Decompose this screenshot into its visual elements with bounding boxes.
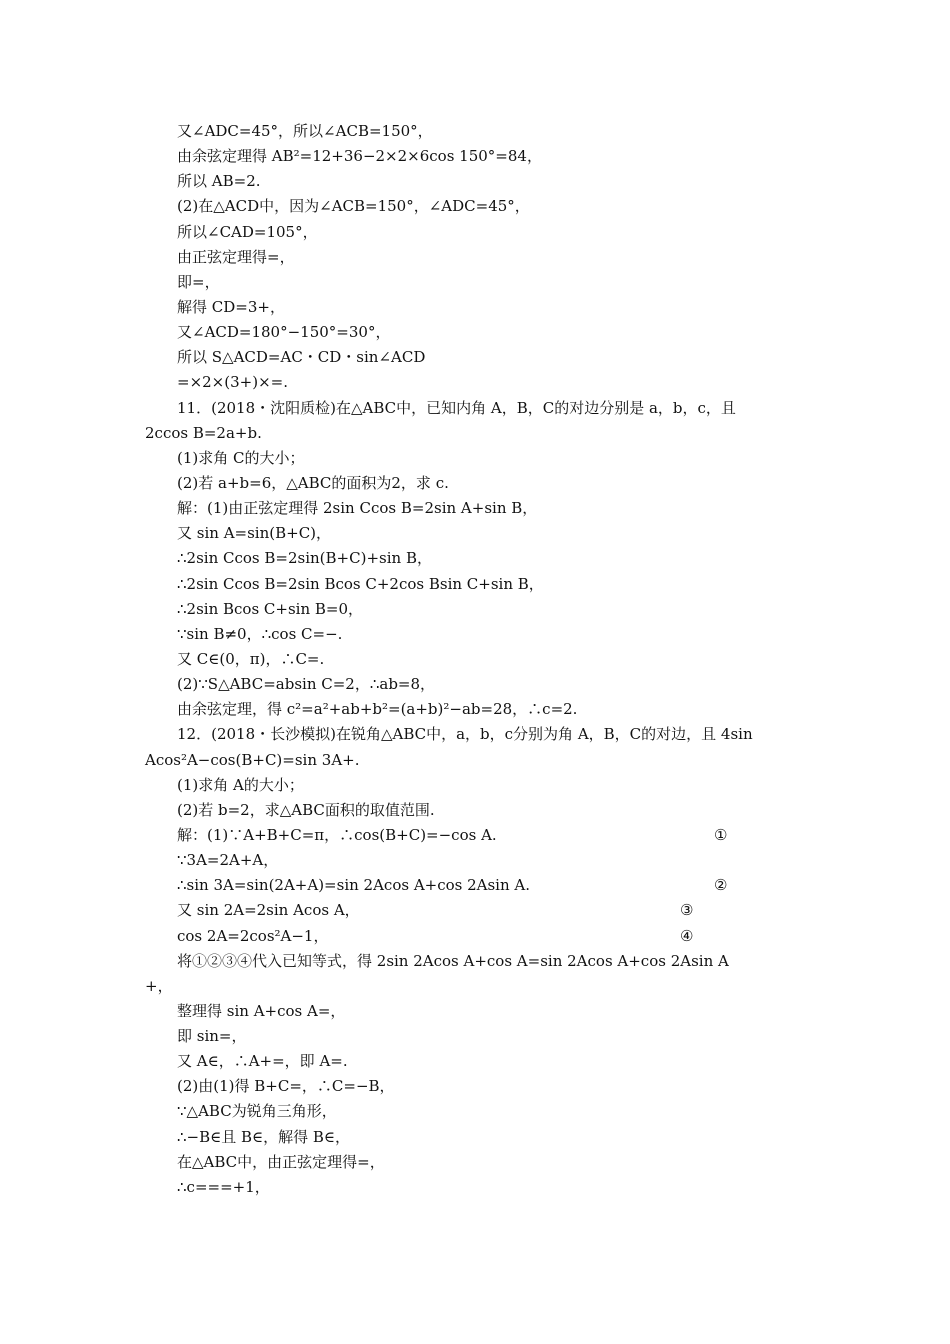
line-text: 所以 S△ACD=AC・CD・sin∠ACD bbox=[177, 348, 426, 367]
line-text: 11．(2018・沈阳质检)在△ABC中，已知内角 A，B，C的对边分别是 a，b，c，且 bbox=[177, 398, 736, 417]
line-text: +， bbox=[145, 976, 173, 995]
line-text: (2)在△ACD中，因为∠ACB=150°，∠ADC=45°， bbox=[177, 197, 530, 216]
text-line bbox=[145, 144, 810, 169]
line-text: 由余弦定理得 AB²=12+36−2×2×6cos 150°=84， bbox=[177, 147, 542, 166]
line-text: 又∠ACD=180°−150°=30°， bbox=[177, 323, 391, 342]
text-line bbox=[145, 496, 810, 521]
text-line bbox=[145, 446, 810, 471]
line-text: ∴sin 3A=sin(2A+A)=sin 2Acos A+cos 2Asin A. bbox=[177, 876, 531, 895]
line-text: ∴c===+1， bbox=[177, 1177, 270, 1196]
text-line bbox=[145, 798, 810, 823]
text-line bbox=[145, 1049, 810, 1074]
line-text: 解得 CD=3+， bbox=[177, 297, 285, 316]
line-text: 在△ABC中，由正弦定理得=， bbox=[177, 1152, 385, 1171]
text-line bbox=[145, 873, 810, 898]
text-line bbox=[145, 471, 810, 496]
line-text: 解：(1)由正弦定理得 2sin Ccos B=2sin A+sin B， bbox=[177, 499, 538, 518]
line-text: 又 sin 2A=2sin Acos A， bbox=[177, 901, 360, 920]
text-line bbox=[145, 773, 810, 798]
line-text: 又 A∈，∴A+=，即 A=. bbox=[177, 1052, 348, 1071]
line-text: ∵△ABC为锐角三角形， bbox=[177, 1102, 337, 1121]
equation-number: ④ bbox=[680, 926, 694, 945]
text-line bbox=[145, 1099, 810, 1124]
text-line bbox=[145, 370, 810, 395]
line-text: ∵sin B≠0，∴cos C=−. bbox=[177, 624, 343, 643]
text-line bbox=[145, 672, 810, 697]
text-line bbox=[145, 1074, 810, 1099]
line-text: (1)求角 A的大小； bbox=[177, 775, 304, 794]
text-line bbox=[145, 647, 810, 672]
line-text: ∴2sin Ccos B=2sin Bcos C+2cos Bsin C+sin B， bbox=[177, 574, 544, 593]
text-line bbox=[145, 924, 810, 949]
text-line bbox=[145, 1175, 810, 1200]
line-text: ∴−B∈且 B∈，解得 B∈， bbox=[177, 1127, 351, 1146]
text-line bbox=[145, 1125, 810, 1150]
equation-number: ③ bbox=[680, 901, 694, 920]
text-line bbox=[145, 999, 810, 1024]
text-line bbox=[145, 546, 810, 571]
text-line bbox=[145, 396, 810, 421]
text-line bbox=[145, 748, 810, 773]
text-line bbox=[145, 823, 810, 848]
text-line bbox=[145, 722, 810, 747]
text-line bbox=[145, 421, 810, 446]
line-text: =×2×(3+)×=. bbox=[177, 373, 288, 392]
line-text: ∵3A=2A+A， bbox=[177, 851, 279, 870]
line-text: 解：(1)∵A+B+C=π，∴cos(B+C)=−cos A. bbox=[177, 825, 497, 844]
text-line bbox=[145, 295, 810, 320]
line-text: 整理得 sin A+cos A=， bbox=[177, 1001, 346, 1020]
line-text: Acos²A−cos(B+C)=sin 3A+. bbox=[145, 750, 360, 769]
text-line bbox=[145, 119, 810, 144]
text-line bbox=[145, 1024, 810, 1049]
line-text: 所以∠CAD=105°， bbox=[177, 222, 318, 241]
text-line bbox=[145, 270, 810, 295]
line-text: (1)求角 C的大小； bbox=[177, 448, 305, 467]
text-line bbox=[145, 1150, 810, 1175]
line-text: cos 2A=2cos²A−1， bbox=[177, 926, 329, 945]
text-line bbox=[145, 974, 810, 999]
line-text: (2)若 b=2，求△ABC面积的取值范围. bbox=[177, 800, 435, 819]
line-text: 即 sin=， bbox=[177, 1027, 247, 1046]
line-text: 又 C∈(0，π)，∴C=. bbox=[177, 649, 325, 668]
line-text: ∴2sin Ccos B=2sin(B+C)+sin B， bbox=[177, 549, 432, 568]
text-line bbox=[145, 848, 810, 873]
text-line bbox=[145, 220, 810, 245]
text-line bbox=[145, 898, 810, 923]
line-text: 2ccos B=2a+b. bbox=[145, 423, 262, 442]
text-line bbox=[145, 949, 810, 974]
line-text: (2)∵S△ABC=absin C=2，∴ab=8， bbox=[177, 675, 436, 694]
document-body bbox=[145, 119, 810, 1200]
line-text: 又∠ADC=45°，所以∠ACB=150°， bbox=[177, 122, 433, 140]
text-line bbox=[145, 622, 810, 647]
line-text: (2)若 a+b=6，△ABC的面积为2，求 c. bbox=[177, 473, 449, 492]
line-text: 12．(2018・长沙模拟)在锐角△ABC中，a，b，c分别为角 A，B，C的对边，且 4sin bbox=[177, 725, 753, 744]
text-line bbox=[145, 597, 810, 622]
text-line bbox=[145, 245, 810, 270]
line-text: 由余弦定理，得 c²=a²+ab+b²=(a+b)²−ab=28，∴c=2. bbox=[177, 700, 578, 719]
text-line bbox=[145, 521, 810, 546]
text-line bbox=[145, 697, 810, 722]
line-text: (2)由(1)得 B+C=，∴C=−B， bbox=[177, 1077, 395, 1096]
line-text: 所以 AB=2. bbox=[177, 172, 261, 191]
line-text: ∴2sin Bcos C+sin B=0， bbox=[177, 599, 364, 618]
line-text: 由正弦定理得=， bbox=[177, 247, 295, 266]
text-line bbox=[145, 169, 810, 194]
line-text: 又 sin A=sin(B+C)， bbox=[177, 524, 332, 543]
text-line bbox=[145, 572, 810, 597]
text-line bbox=[145, 194, 810, 219]
text-line bbox=[145, 320, 810, 345]
text-line bbox=[145, 345, 810, 370]
equation-number: ① bbox=[714, 825, 728, 844]
equation-number: ② bbox=[714, 876, 728, 895]
line-text: 将①②③④代入已知等式，得 2sin 2Acos A+cos A=sin 2Acos A+cos 2Asin A bbox=[177, 951, 729, 970]
line-text: 即=， bbox=[177, 272, 220, 291]
